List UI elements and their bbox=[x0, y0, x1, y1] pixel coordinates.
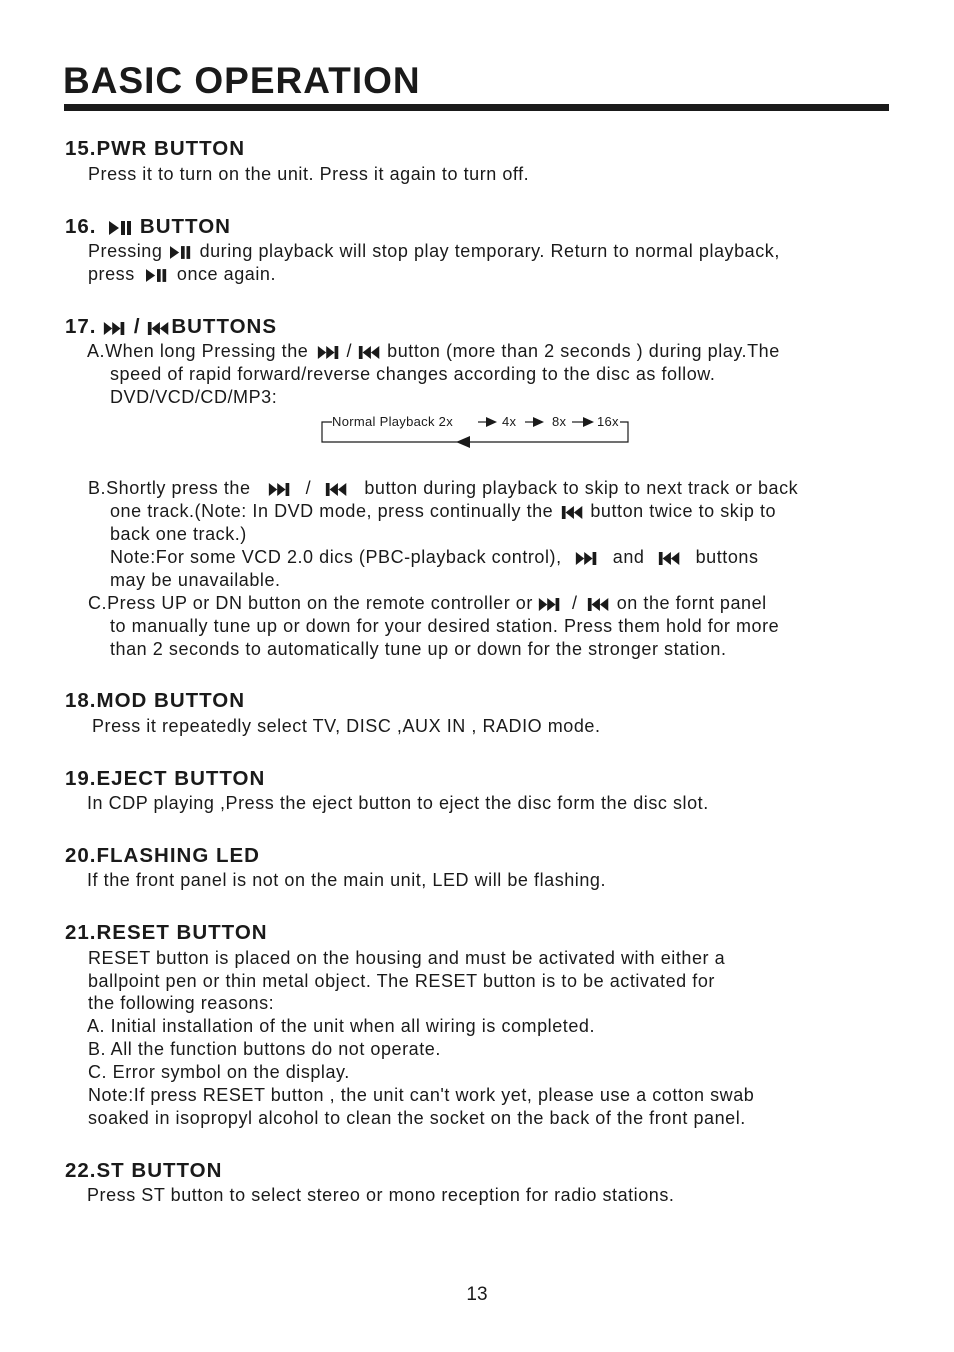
diagram-normal-label: Normal Playback 2x bbox=[332, 414, 453, 429]
previous-track-icon bbox=[658, 552, 682, 565]
section-21-line-1: RESET button is placed on the housing and must be activated with either a bbox=[88, 948, 726, 968]
diagram-4x-label: 4x bbox=[502, 414, 517, 429]
section-17-b-text-7: buttons bbox=[695, 547, 759, 567]
section-16-text-c: press bbox=[88, 264, 135, 284]
section-19-text: In CDP playing ,Press the eject button to eject the disc form the disc slot. bbox=[87, 793, 709, 813]
section-16-label: BUTTON bbox=[139, 215, 231, 238]
section-17-a-line-1 bbox=[87, 340, 780, 363]
diagram-arrow-2 bbox=[533, 417, 544, 427]
section-16-text-d: once again. bbox=[176, 264, 277, 284]
section-17-a-line-3: DVD/VCD/CD/MP3: bbox=[110, 387, 278, 407]
section-17-b-text-6: and bbox=[612, 547, 645, 567]
section-21-line-3: the following reasons: bbox=[88, 993, 275, 1013]
play-pause-icon bbox=[146, 269, 168, 282]
play-pause-icon bbox=[109, 221, 133, 235]
section-21-line-5: B. All the function buttons do not operate. bbox=[88, 1039, 441, 1059]
section-17-b-separator: / bbox=[305, 478, 312, 498]
previous-track-icon bbox=[147, 322, 171, 335]
section-16-text-a: Pressing bbox=[88, 241, 163, 261]
section-17-c-text-2: on the fornt panel bbox=[616, 593, 767, 613]
previous-track-icon bbox=[325, 483, 349, 496]
next-track-icon bbox=[575, 552, 599, 565]
page-number: 13 bbox=[466, 1284, 488, 1305]
section-17-c-text-1: C.Press UP or DN button on the remote controller or bbox=[88, 593, 533, 613]
section-19-heading: 19.EJECT BUTTON bbox=[65, 767, 266, 790]
section-17-b-line-4 bbox=[110, 546, 759, 569]
diagram-16x-label: 16x bbox=[597, 414, 619, 429]
section-22-text: Press ST button to select stereo or mono reception for radio stations. bbox=[87, 1185, 675, 1205]
section-16-heading bbox=[65, 215, 231, 239]
section-18-heading: 18.MOD BUTTON bbox=[65, 689, 246, 712]
section-17-c-line-3: than 2 seconds to automatically tune up or down for the stronger station. bbox=[110, 639, 727, 659]
section-17-b-text-4: button twice to skip to bbox=[590, 501, 777, 521]
diagram-arrow-3 bbox=[583, 417, 594, 427]
section-22-heading: 22.ST BUTTON bbox=[65, 1159, 223, 1182]
section-17-label: BUTTONS bbox=[171, 315, 278, 338]
section-18-text: Press it repeatedly select TV, DISC ,AUX IN , RADIO mode. bbox=[92, 716, 601, 736]
section-21-line-8: soaked in isopropyl alcohol to clean the socket on the back of the front panel. bbox=[88, 1108, 746, 1128]
diagram-return-arrow bbox=[456, 436, 470, 448]
title-divider bbox=[64, 104, 889, 111]
section-17-a-separator: / bbox=[346, 341, 353, 361]
section-17-a-text-1: A.When long Pressing the bbox=[87, 341, 309, 361]
section-16-line-1 bbox=[88, 240, 780, 263]
section-21-line-6: C. Error symbol on the display. bbox=[88, 1062, 350, 1082]
section-16-text-b: during playback will stop play temporary. Return to normal playback, bbox=[199, 241, 780, 261]
section-17-a-text-2: button (more than 2 seconds ) during play.The bbox=[387, 341, 780, 361]
section-15-heading: 15.PWR BUTTON bbox=[65, 137, 246, 160]
section-17-b-text-1: B.Shortly press the bbox=[88, 478, 251, 498]
section-15-text: Press it to turn on the unit. Press it again to turn off. bbox=[88, 164, 530, 184]
play-pause-icon bbox=[170, 246, 192, 259]
section-21-line-4: A. Initial installation of the unit when all wiring is completed. bbox=[87, 1016, 595, 1036]
section-17-c-line-1 bbox=[88, 592, 767, 615]
section-20-text: If the front panel is not on the main unit, LED will be flashing. bbox=[87, 870, 607, 890]
section-17-c-line-2: to manually tune up or down for your desired station. Press them hold for more bbox=[110, 616, 780, 636]
previous-track-icon bbox=[561, 506, 585, 519]
section-17-b-line-1 bbox=[88, 477, 798, 500]
section-20-heading: 20.FLASHING LED bbox=[65, 844, 260, 867]
next-track-icon bbox=[103, 322, 127, 335]
section-17-b-line-2 bbox=[110, 500, 776, 523]
section-21-heading: 21.RESET BUTTON bbox=[65, 921, 268, 944]
next-track-icon bbox=[317, 346, 341, 359]
section-17-b-text-3: one track.(Note: In DVD mode, press continually the bbox=[110, 501, 554, 521]
section-17-b-line-3: back one track.) bbox=[110, 524, 247, 544]
next-track-icon bbox=[538, 598, 562, 611]
page-title: BASIC OPERATION bbox=[63, 60, 421, 101]
section-17-c-separator: / bbox=[572, 593, 578, 613]
next-track-icon bbox=[268, 483, 292, 496]
section-21-line-2: ballpoint pen or thin metal object. The RESET button is to be activated for bbox=[88, 971, 715, 991]
section-16-line-2 bbox=[88, 263, 276, 286]
section-16-number: 16. bbox=[65, 215, 97, 238]
diagram-8x-label: 8x bbox=[552, 414, 567, 429]
section-17-b-text-5: Note:For some VCD 2.0 dics (PBC-playback control), bbox=[110, 547, 562, 567]
section-17-heading bbox=[65, 315, 277, 339]
section-17-separator: / bbox=[133, 315, 141, 338]
section-17-b-line-5: may be unavailable. bbox=[110, 570, 281, 590]
section-17-a-line-2: speed of rapid forward/reverse changes according to the disc as follow. bbox=[110, 364, 716, 384]
previous-track-icon bbox=[358, 346, 382, 359]
section-17-number: 17. bbox=[65, 315, 97, 338]
section-17-b-text-2: button during playback to skip to next track or back bbox=[364, 478, 799, 498]
section-21-line-7: Note:If press RESET button , the unit can't work yet, please use a cotton swab bbox=[88, 1085, 755, 1105]
previous-track-icon bbox=[587, 598, 611, 611]
diagram-arrow-1 bbox=[486, 417, 497, 427]
